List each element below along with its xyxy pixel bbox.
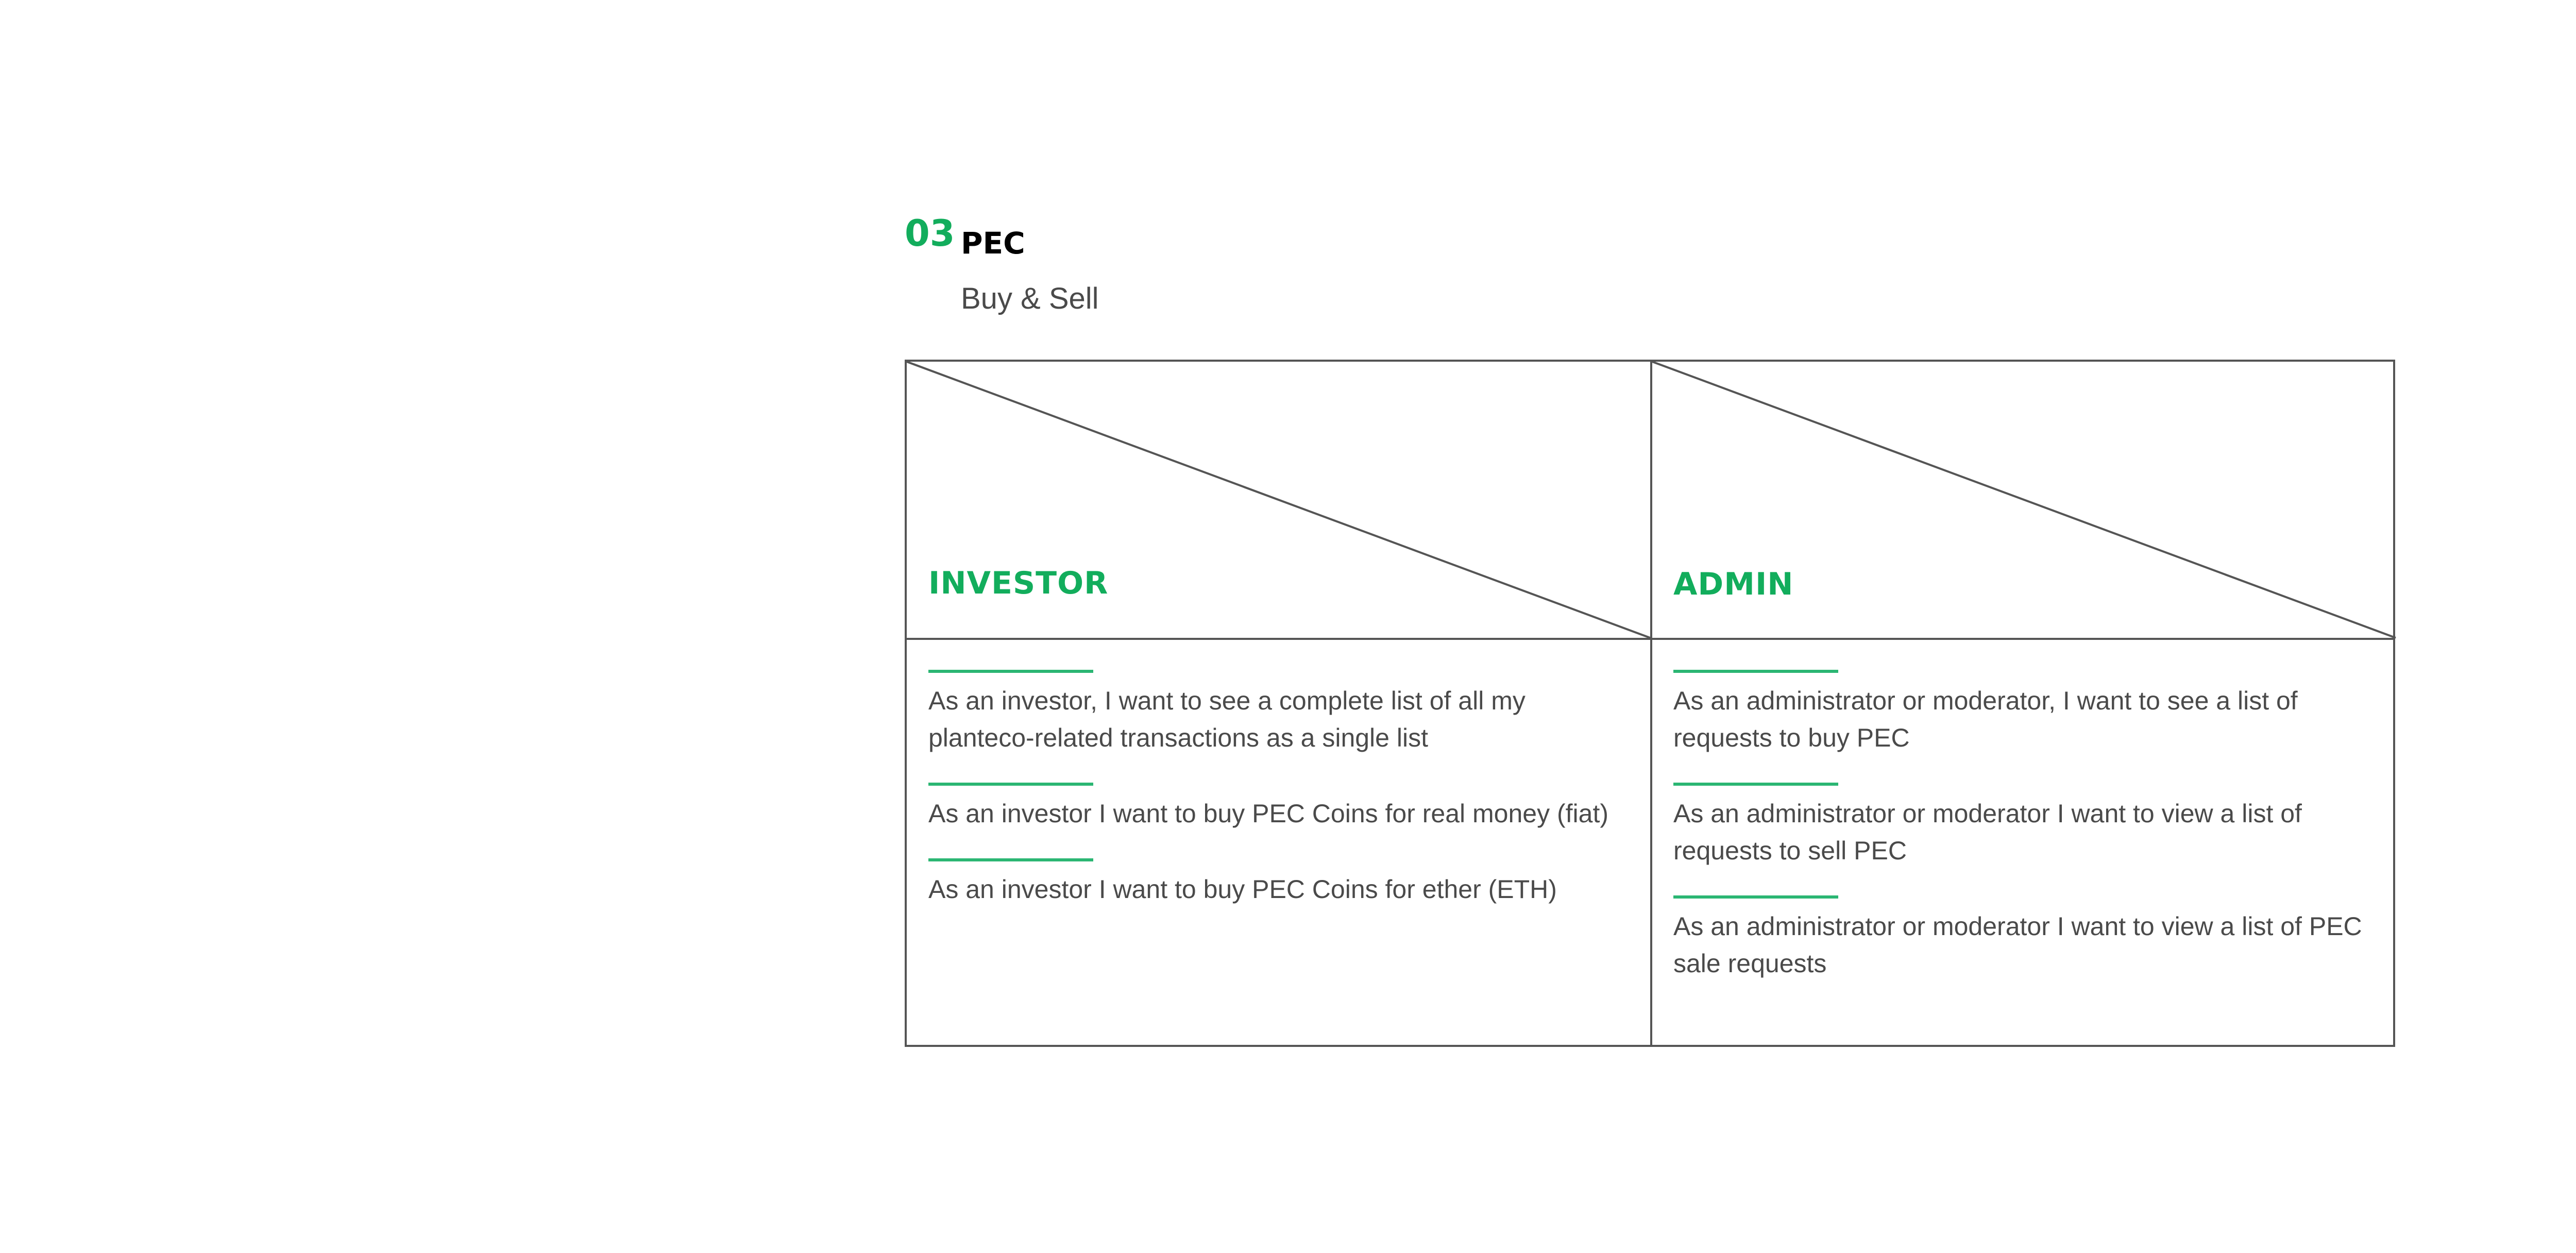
section-title: PEC bbox=[961, 226, 1025, 261]
story-accent-rule bbox=[1673, 670, 1838, 673]
investor-stories bbox=[928, 661, 1619, 925]
role-label-admin: ADMIN bbox=[1673, 566, 1794, 602]
section-subtitle: Buy & Sell bbox=[961, 282, 1099, 315]
story-text: As an administrator or moderator, I want to see a list of requests to buy PEC bbox=[1673, 686, 2298, 752]
story-text: As an investor, I want to see a complete list of all my planteco-related transactions as a single list bbox=[928, 686, 1526, 752]
user-story bbox=[928, 661, 1619, 756]
story-accent-rule bbox=[928, 670, 1093, 673]
user-story bbox=[928, 773, 1619, 832]
story-text: As an administrator or moderator I want to view a list of PEC sale requests bbox=[1673, 912, 2362, 978]
story-accent-rule bbox=[928, 783, 1093, 786]
story-accent-rule bbox=[1673, 783, 1838, 786]
user-story bbox=[1673, 886, 2364, 982]
role-label-investor: INVESTOR bbox=[928, 565, 1109, 601]
story-accent-rule bbox=[1673, 895, 1838, 899]
story-accent-rule bbox=[928, 858, 1093, 861]
story-text: As an administrator or moderator I want to view a list of requests to sell PEC bbox=[1673, 799, 2302, 865]
user-story bbox=[1673, 661, 2364, 756]
admin-stories bbox=[1673, 661, 2364, 999]
roles-table bbox=[905, 360, 2395, 1047]
story-text: As an investor I want to buy PEC Coins for real money (fiat) bbox=[928, 799, 1608, 828]
user-story bbox=[1673, 773, 2364, 869]
section-number: 03 bbox=[905, 212, 955, 255]
story-text: As an investor I want to buy PEC Coins for ether (ETH) bbox=[928, 875, 1557, 904]
user-story bbox=[928, 849, 1619, 908]
